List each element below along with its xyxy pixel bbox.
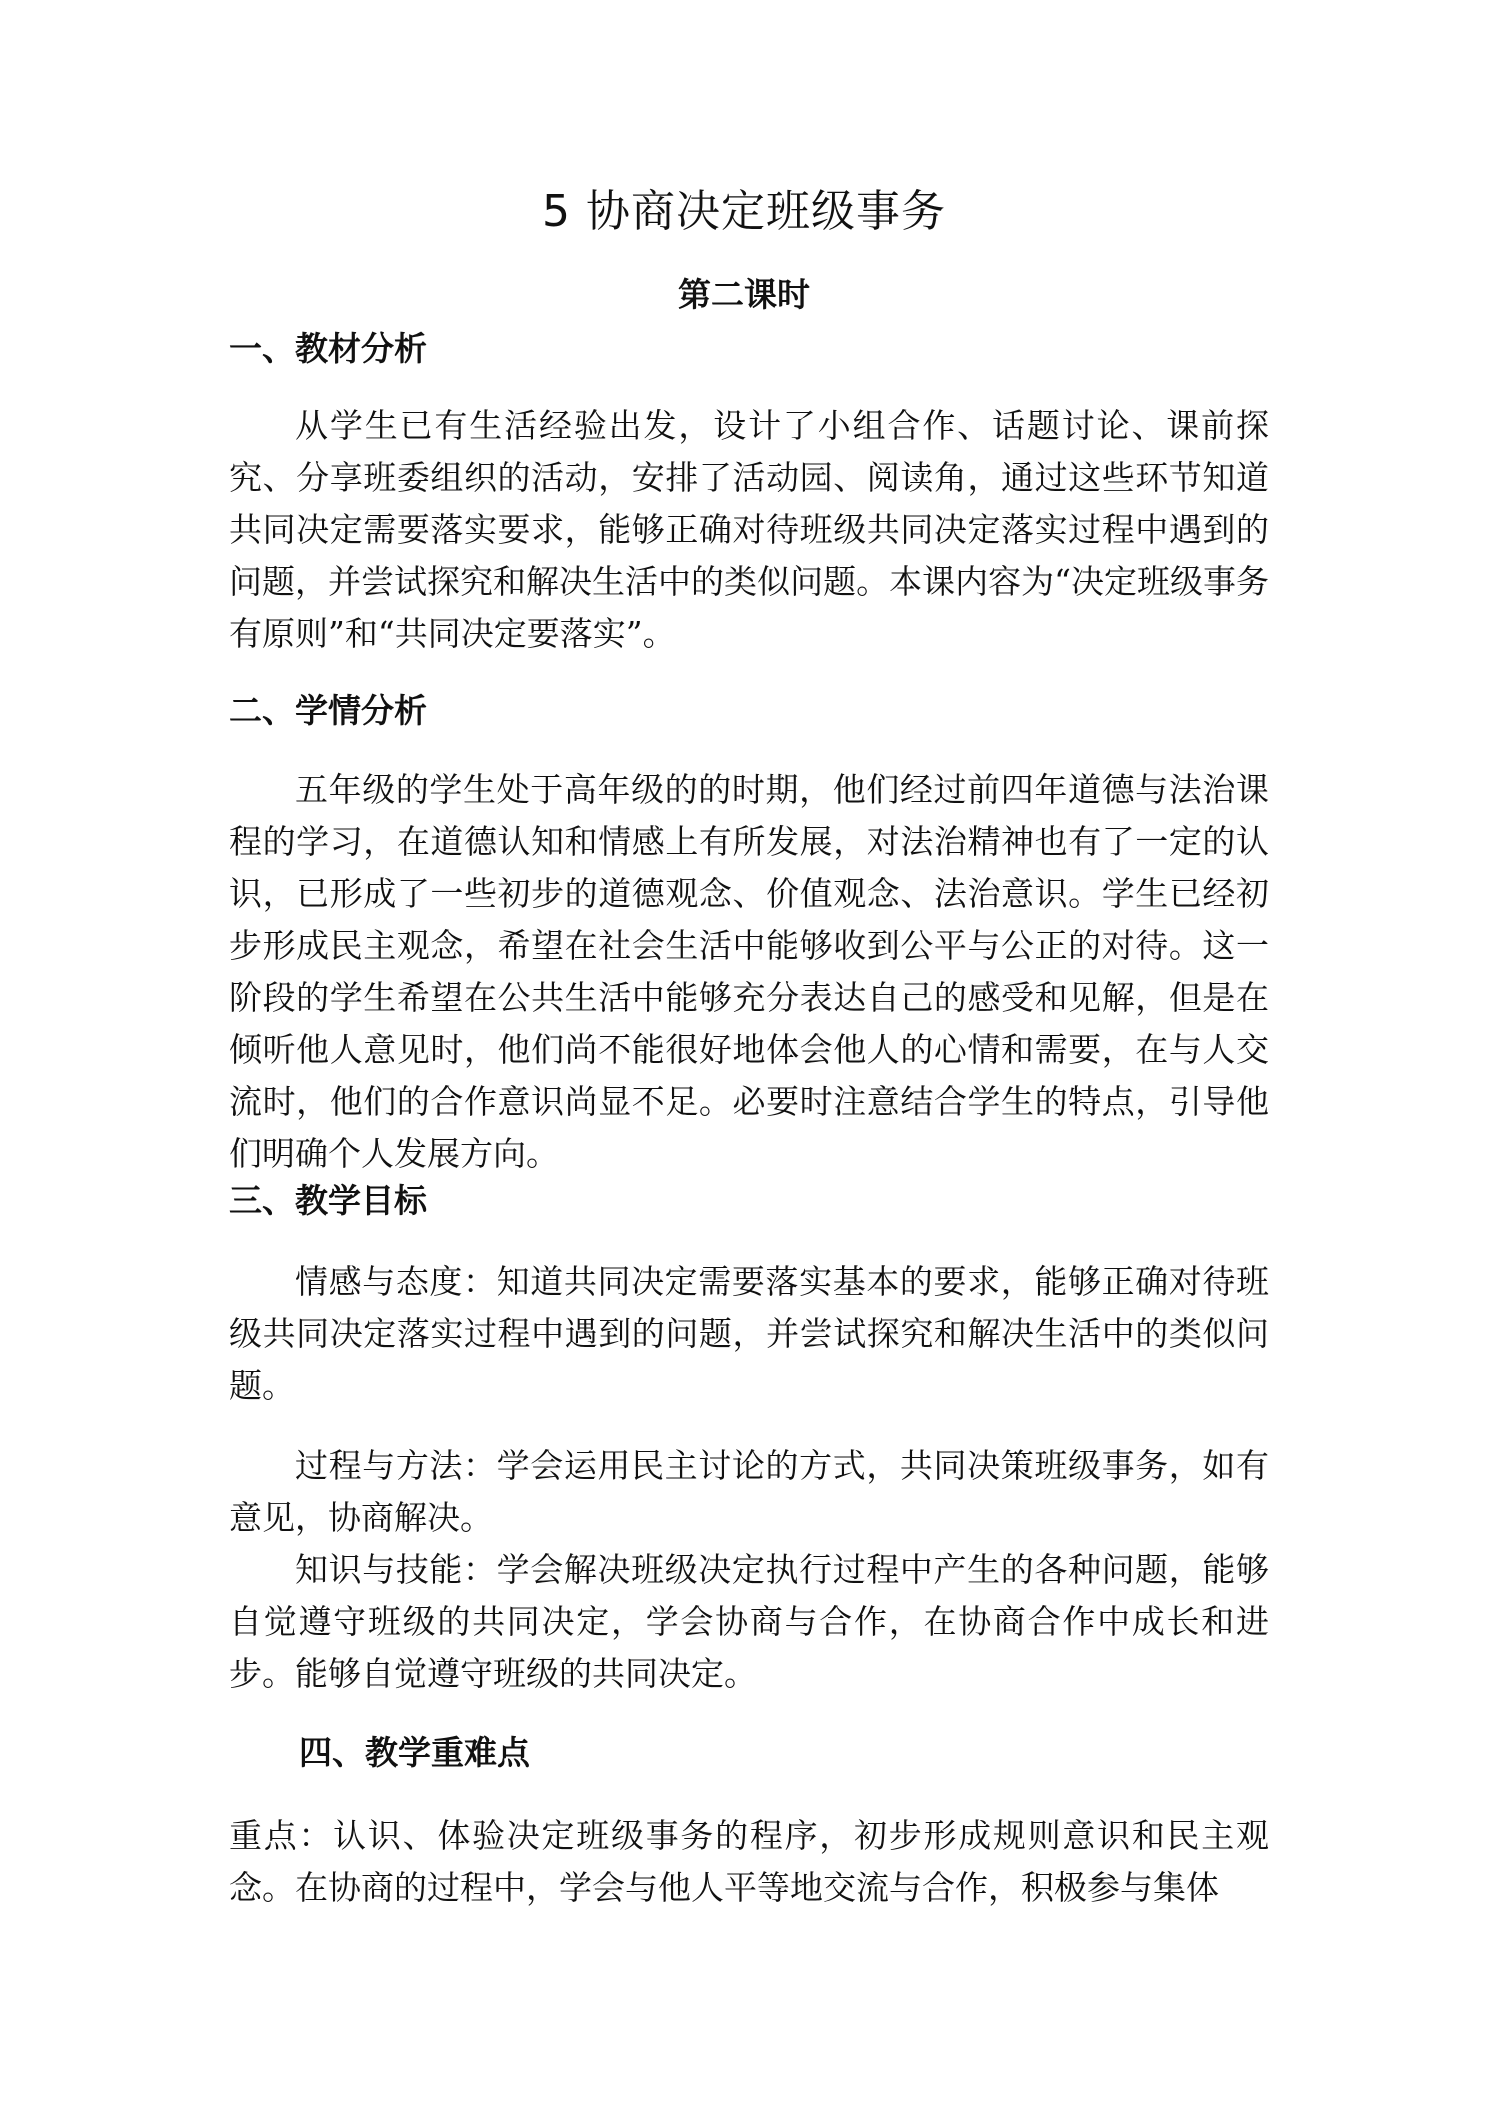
- section-heading-learner-analysis: 二、学情分析: [229, 691, 427, 730]
- section-heading-teaching-objectives: 三、教学目标: [229, 1181, 427, 1220]
- paragraph-objective-process: 过程与方法：学会运用民主讨论的方式，共同决策班级事务，如有意见，协商解决。: [229, 1446, 1269, 1537]
- document-title: 5 协商决定班级事务: [542, 186, 946, 237]
- paragraph-objective-knowledge: 知识与技能：学会解决班级决定执行过程中产生的各种问题，能够自觉遵守班级的共同决定，学会协商与合作，在协商合作中成长和进步。能够自觉遵守班级的共同决定。: [229, 1550, 1269, 1693]
- document-subtitle: 第二课时: [678, 275, 810, 314]
- section-heading-textbook-analysis: 一、教材分析: [229, 329, 427, 368]
- paragraph-learner-analysis: 五年级的学生处于高年级的的时期，他们经过前四年道德与法治课程的学习，在道德认知和情感上有所发展，对法治精神也有了一定的认识，已形成了一些初步的道德观念、价值观念、法治意识。学生已经初步形成民主观念，希望在社会生活中能够收到公平与公正的对待。这一阶段的学生希望在公共生活中能够充分表达自己的感受和见解，但是在倾听他人意见时，他们尚不能很好地体会他人的心情和需要，在与人交流时，他们的合作意识尚显不足。必要时注意结合学生的特点，引导他们明确个人发展方向。: [229, 770, 1269, 1173]
- paragraph-objective-emotion: 情感与态度：知道共同决定需要落实基本的要求，能够正确对待班级共同决定落实过程中遇到的问题，并尝试探究和解决生活中的类似问题。: [229, 1262, 1269, 1405]
- paragraph-textbook-analysis: 从学生已有生活经验出发，设计了小组合作、话题讨论、课前探究、分享班委组织的活动，安排了活动园、阅读角，通过这些环节知道共同决定需要落实要求，能够正确对待班级共同决定落实过程中遇到的问题，并尝试探究和解决生活中的类似问题。本课内容为“决定班级事务有原则”和“共同决定要落实”。: [229, 406, 1269, 653]
- section-heading-key-difficulties: 四、教学重难点: [299, 1733, 530, 1772]
- paragraph-key-points: 重点：认识、体验决定班级事务的程序，初步形成规则意识和民主观念。在协商的过程中，学会与他人平等地交流与合作，积极参与集体: [229, 1816, 1269, 1907]
